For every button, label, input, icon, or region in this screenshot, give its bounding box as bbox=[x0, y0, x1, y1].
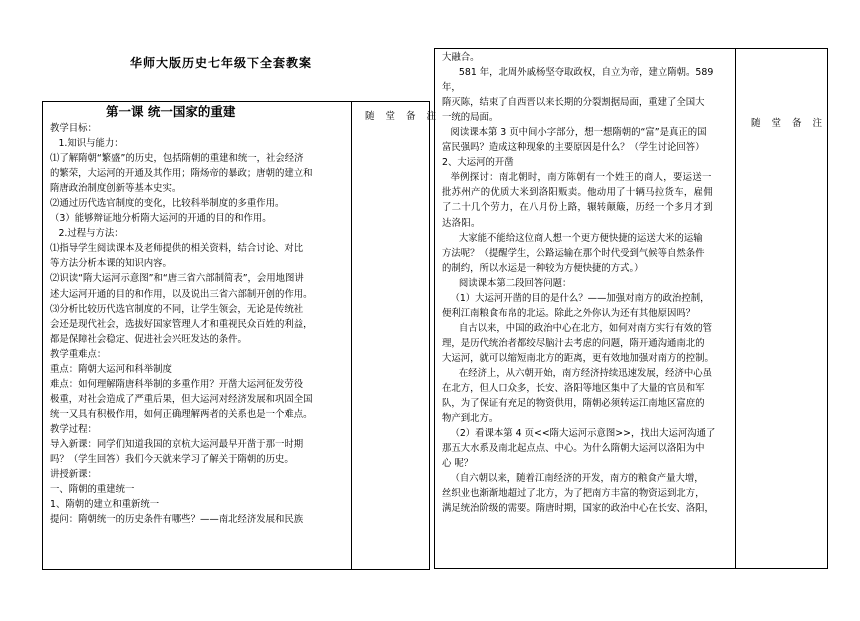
text-line: 心 呢？ bbox=[442, 458, 474, 470]
text-line: 极重，对社会造成了严重后果，但大运河对经济发展和巩固全国 bbox=[50, 393, 313, 405]
lesson-content-column bbox=[435, 49, 736, 568]
text-line: 述大运河开通的目的和作用，以及说出三省六部制开创的作用。 bbox=[50, 288, 313, 300]
document-title: 华师大版历史七年级下全套教案 bbox=[130, 56, 313, 70]
text-line: 批苏州产的优质大米到洛阳贩卖。他动用了十辆马拉货车，雇佣 bbox=[442, 187, 713, 199]
text-line: 581 年，北周外戚杨坚夺取政权，自立为帝，建立隋朝。589 年， bbox=[442, 67, 714, 94]
text-line: 的繁荣，大运河的开通及其作用；隋炀帝的暴政；唐朝的建立和 bbox=[50, 168, 313, 180]
text-line: 方法呢？（提醒学生，公路运输在那个时代受到气候等自然条件 bbox=[442, 247, 705, 259]
notes-column bbox=[353, 102, 441, 569]
text-line: 一统的局面。 bbox=[442, 112, 499, 124]
text-line: 导入新课：同学们知道我国的京杭大运河最早开凿于那一时期 bbox=[50, 438, 304, 450]
notes-column-label: 随 堂 备 注 bbox=[365, 111, 441, 122]
lesson-title: 第一课 统一国家的重建 bbox=[106, 104, 236, 119]
text-line: 1、隋朝的建立和重新统一 bbox=[50, 499, 160, 511]
text-line: 隋唐政治制度创新等基本史实。 bbox=[50, 183, 182, 195]
lesson-table-right bbox=[434, 48, 828, 569]
text-line: 富民强吗？造成这种现象的主要原因是什么？（学生讨论回答） bbox=[442, 142, 705, 154]
text-line: 等方法分析本课的知识内容。 bbox=[50, 258, 172, 270]
notes-column bbox=[737, 49, 827, 568]
text-line: 大融合。 bbox=[442, 52, 480, 63]
text-line: 提问：隋朝统一的历史条件有哪些？——南北经济发展和民族 bbox=[50, 514, 304, 526]
text-line: 难点：如何理解隋唐科举制的多重作用？开凿大运河征发劳役 bbox=[50, 378, 304, 390]
text-line: 大家能不能给这位商人想一个更方便快捷的运送大米的运输 bbox=[458, 232, 703, 244]
text-line: 教学过程： bbox=[50, 423, 97, 435]
text-line: 阅读课本第 3 页中间小字部分，想一想隋朝的“富”是真正的国 bbox=[450, 127, 707, 139]
text-line: 物产到北方。 bbox=[442, 413, 499, 425]
text-line: 教学重难点： bbox=[50, 348, 107, 360]
notes-column-label: 随 堂 备 注 bbox=[751, 118, 827, 129]
text-line: 讲授新课： bbox=[50, 469, 97, 481]
text-line: 教学目标： bbox=[50, 123, 97, 134]
text-line: 便利江南粮食布帛的北运。除此之外你认为还有其他原因吗？ bbox=[442, 307, 696, 319]
text-line: 那五大水系及南北起点点、中心。为什么隋朝大运河以洛阳为中 bbox=[442, 443, 705, 455]
text-line: （3）能够辩证地分析隋大运河的开通的目的和作用。 bbox=[50, 213, 272, 225]
lesson-table-left bbox=[42, 101, 441, 570]
text-line: ⑴指导学生阅读课本及老师提供的相关资料，结合讨论、对比 bbox=[50, 243, 304, 255]
text-line: 会还是现代社会，选拔好国家管理人才和重视民众百姓的利益， bbox=[50, 318, 313, 330]
text-line: （1）大运河开凿的目的是什么？——加强对南方的政治控制， bbox=[450, 292, 710, 304]
text-line: 满足统治阶级的需要。隋唐时期，国家的政治中心在长安、洛阳， bbox=[442, 503, 714, 515]
text-line: 都是保障社会稳定、促进社会兴旺发达的条件。 bbox=[50, 333, 247, 345]
text-line: 隋灭陈，结束了自西晋以来长期的分裂割据局面，重建了全国大 bbox=[442, 97, 705, 109]
text-line: 2、大运河的开凿 bbox=[442, 157, 514, 169]
text-line: 2.过程与方法： bbox=[58, 228, 124, 240]
text-line: 重点：隋朝大运河和科举制度 bbox=[50, 363, 172, 375]
text-line: ⑶分析比较历代选官制度的不同，让学生领会，无论是传统社 bbox=[50, 303, 304, 315]
text-line: 吗？（学生回答）我们今天就来学习了解关于隋朝的历史。 bbox=[50, 454, 294, 466]
text-line: 队，为了保证有充足的物资供用，隋朝必须转运江南地区富庶的 bbox=[442, 398, 705, 410]
text-line: 了二十几个劳力，在八月份上路，辗转颠簸，历经一个多月才到 bbox=[442, 202, 713, 214]
text-line: ⑵通过历代选官制度的变化，比较科举制度的多重作用。 bbox=[50, 198, 285, 210]
text-line: 达洛阳。 bbox=[442, 217, 481, 229]
text-line: ⑴了解隋朝“繁盛”的历史，包括隋朝的重建和统一，社会经济 bbox=[50, 153, 304, 165]
text-line: 1.知识与能力： bbox=[58, 138, 124, 150]
text-line: 阅读课本第二段回答问题： bbox=[458, 277, 572, 289]
text-line: 在经济上，从六朝开始，南方经济持续迅速发展，经济中心虽 bbox=[458, 367, 713, 379]
text-line: 自古以来，中国的政治中心在北方，如何对南方实行有效的管 bbox=[458, 322, 713, 334]
text-line: 一、隋朝的重建统一 bbox=[50, 484, 135, 496]
text-line: （自六朝以来，随着江南经济的开发，南方的粮食产量大增， bbox=[450, 473, 704, 485]
text-line: 理，是历代统治者都绞尽脑汁去考虑的问题，隋开通沟通南北的 bbox=[442, 337, 705, 349]
text-line: ⑵识读“隋大运河示意图”和“唐三省六部制简表”，会用地图讲 bbox=[50, 273, 304, 285]
text-line: 在北方，但人口众多，长安、洛阳等地区集中了大量的官员和军 bbox=[442, 383, 705, 395]
text-line: 举例探讨：南北朝时，南方陈朝有一个姓王的商人，要运送一 bbox=[450, 172, 712, 184]
text-line: 统一又具有积极作用，如何正确理解两者的关系也是一个难点。 bbox=[50, 408, 313, 420]
text-line: 丝织业也渐渐地超过了北方，为了把南方丰富的物资运到北方， bbox=[442, 488, 705, 500]
text-line: （2）看课本第 4 页<<隋大运河示意图>>，找出大运河沟通了 bbox=[450, 428, 716, 440]
text-line: 大运河，就可以缩短南北方的距离，更有效地加强对南方的控制。 bbox=[442, 352, 714, 364]
lesson-content-column bbox=[43, 102, 352, 569]
text-line: 的制约，所以水运是一种较为方便快捷的方式。） bbox=[442, 262, 644, 274]
